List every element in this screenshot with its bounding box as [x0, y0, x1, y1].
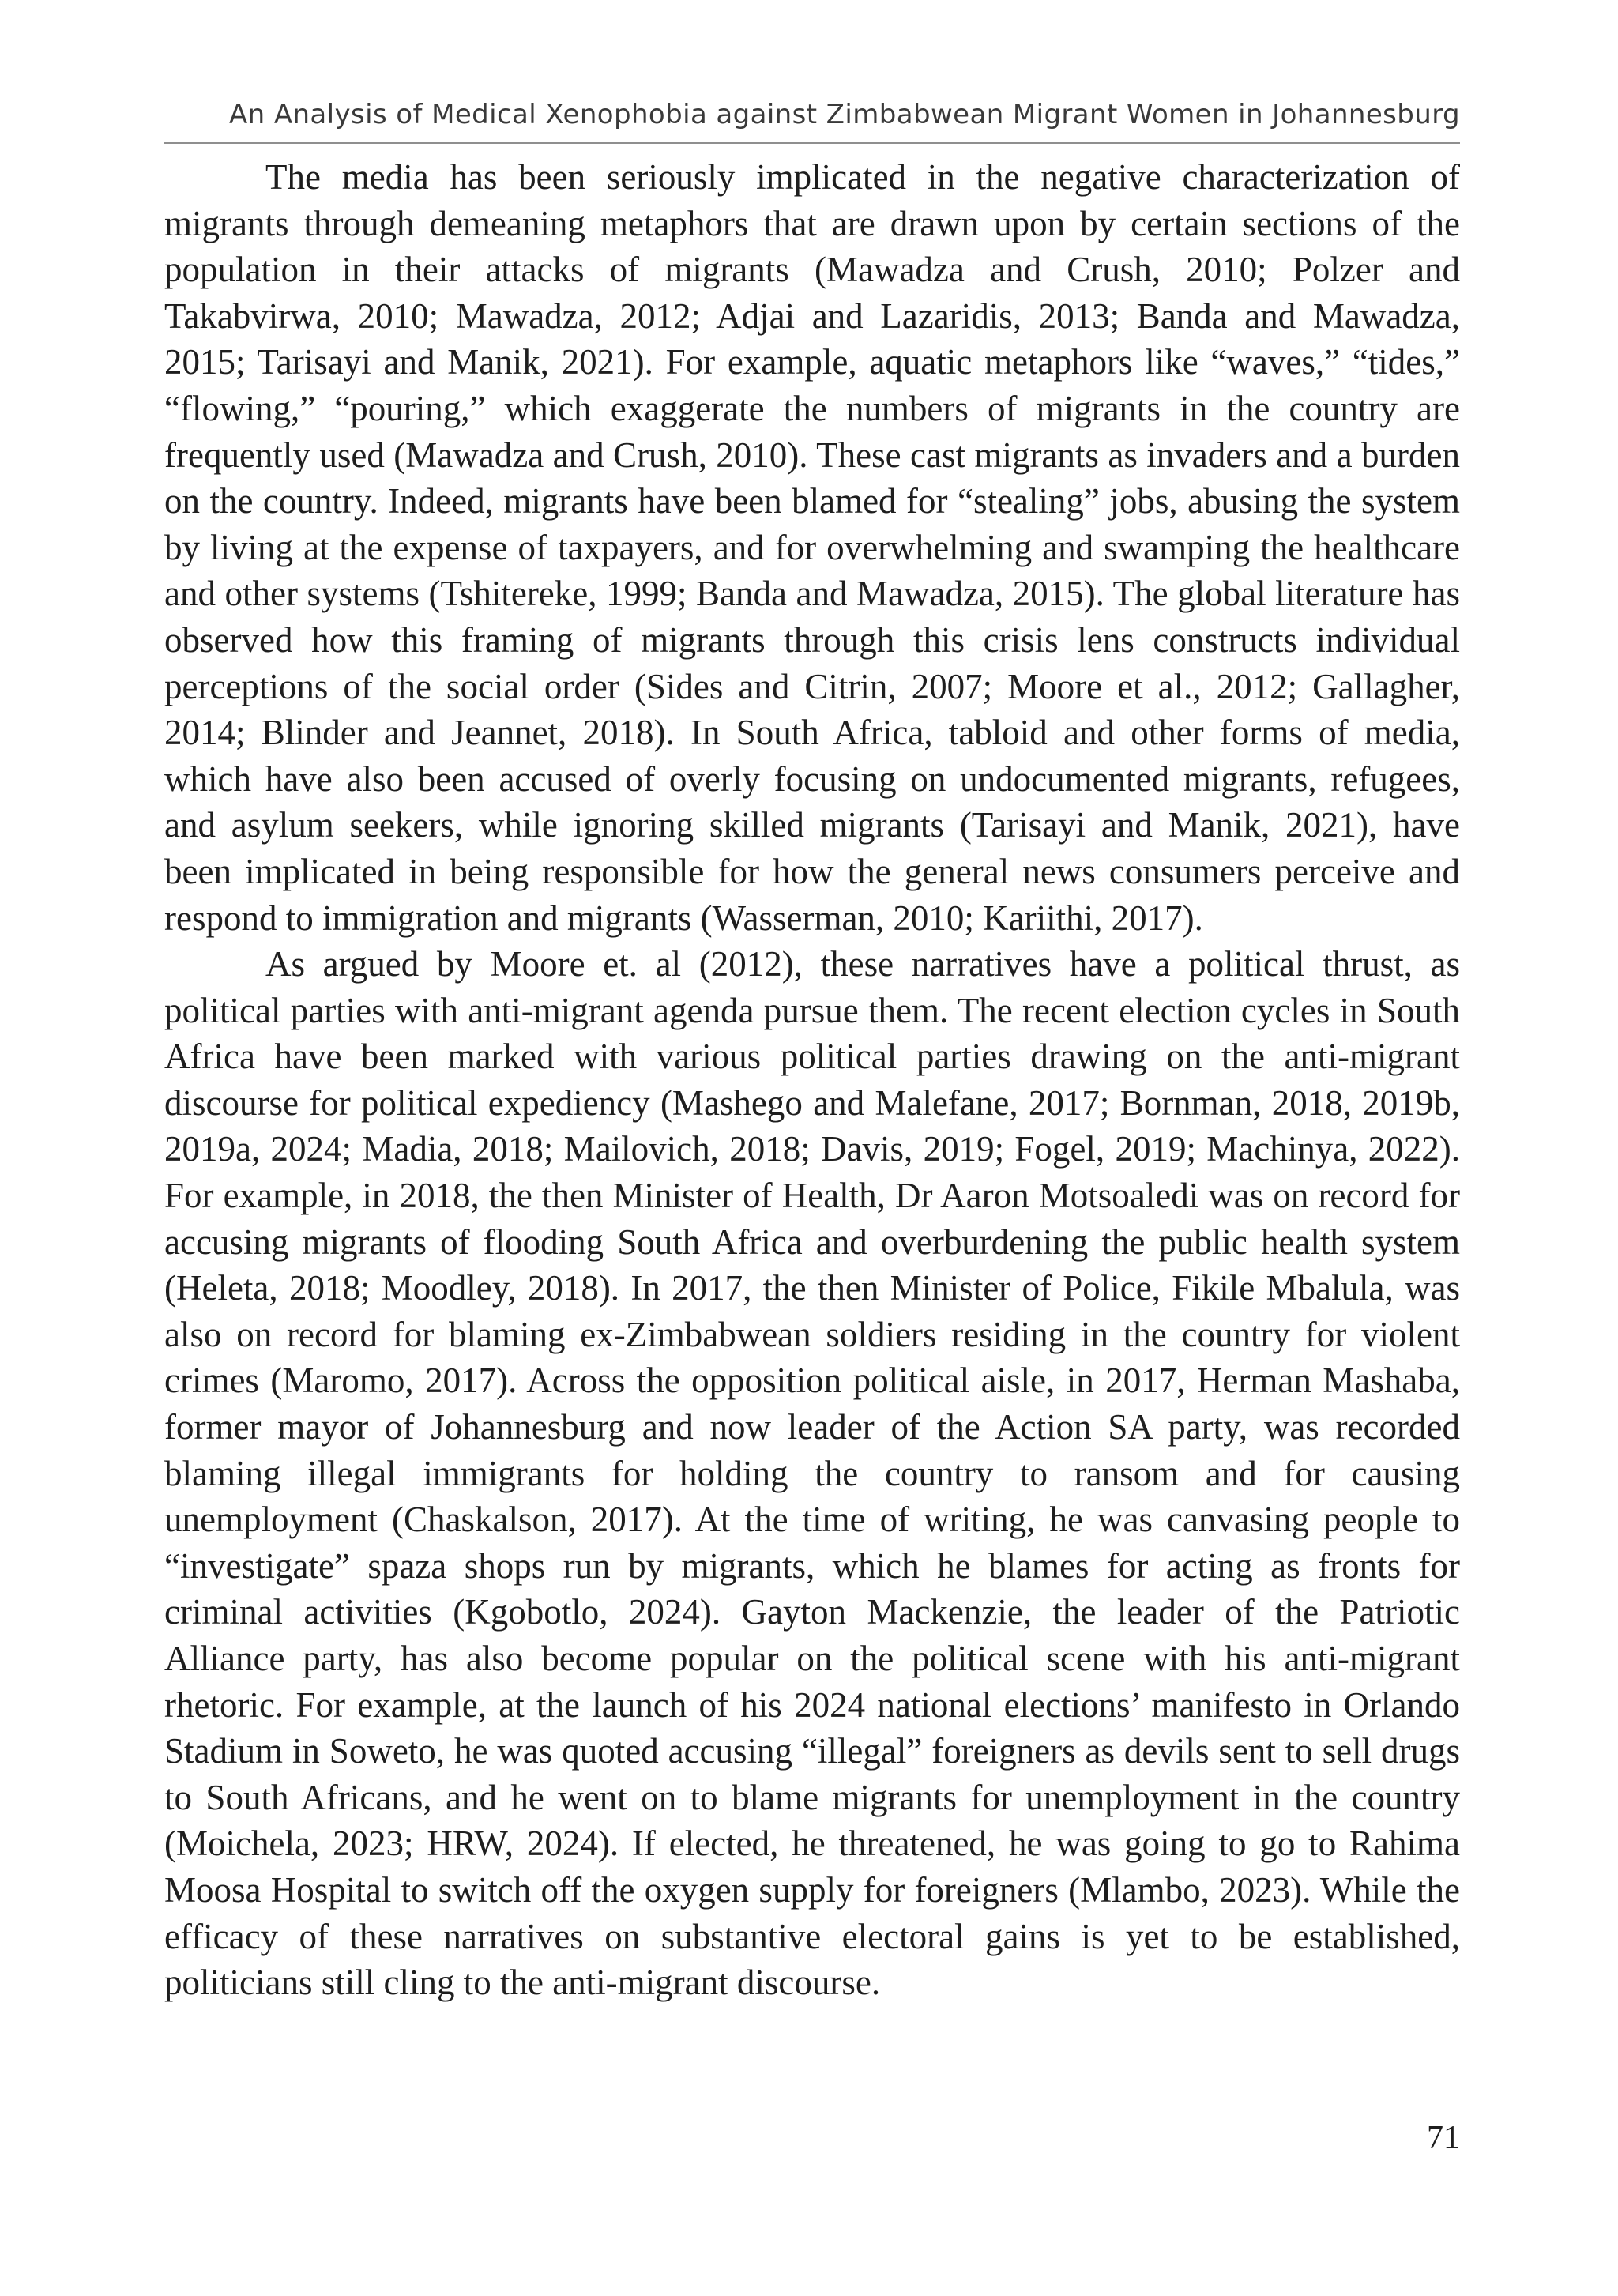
- running-head: An Analysis of Medical Xenophobia against Zimbabwean Migrant Women in Johannesburg: [229, 99, 1460, 130]
- page-number: 71: [1427, 2120, 1460, 2156]
- paragraph-2: As argued by Moore et. al (2012), these narratives have a political thrust, as political parties with anti-migrant agenda pursue them. The recent election cycles in South Africa have been marked with various political parties drawing on the anti-migrant discourse for political expediency (Mashego and Malefane, 2017; Bornman, 2018, 2019b, 2019a, 2024; Madia, 2018; Mailovich, 2018; Davis, 2019; Fogel, 2019; Machinya, 2022). For example, in 2018, the then Minister of Health, Dr Aaron Motsoaledi was on record for accusing migrants of flooding South Africa and overburdening the public health system (Heleta, 2018; Moodley, 2018). In 2017, the then Minister of Police, Fikile Mbalula, was also on record for blaming ex-Zimbabwean soldiers residing in the country for violent crimes (Maromo, 2017). Across the opposition political aisle, in 2017, Herman Mashaba, former mayor of Johannesburg and now leader of the Action SA party, was recorded blaming illegal immigrants for holding the country to ransom and for causing unemployment (Chaskalson, 2017). At the time of writing, he was canvasing people to “investigate” spaza shops run by migrants, which he blames for acting as fronts for criminal activities (Kgobotlo, 2024). Gayton Mackenzie, the leader of the Patriotic Alliance party, has also become popular on the political scene with his anti-migrant rhetoric. For example, at the launch of his 2024 national elections’ manifesto in Orlando Stadium in Soweto, he was quoted accusing “illegal” foreigners as devils sent to sell drugs to South Africans, and he went on to blame migrants for unemployment in the country (Moichela, 2023; HRW, 2024). If elected, he threatened, he was going to go to Rahima Moosa Hospital to switch off the oxygen supply for foreigners (Mlambo, 2023). While the efficacy of these narratives on substantive electoral gains is yet to be established, politicians still cling to the anti-migrant discourse.: [164, 944, 1460, 2003]
- header-divider: [164, 142, 1460, 144]
- paragraph-1: The media has been seriously implicated in the negative characterization of migrants through demeaning metaphors that are drawn upon by certain sections of the population in their attacks of migrants (Mawadza and Crush, 2010; Polzer and Takabvirwa, 2010; Mawadza, 2012; Adjai and Lazaridis, 2013; Banda and Mawadza, 2015; Tarisayi and Manik, 2021). For example, aquatic metaphors like “waves,” “tides,” “flowing,” “pouring,” which exaggerate the numbers of migrants in the country are frequently used (Mawadza and Crush, 2010). These cast migrants as invaders and a burden on the country. Indeed, migrants have been blamed for “stealing” jobs, abusing the system by living at the expense of taxpayers, and for overwhelming and swamping the healthcare and other systems (Tshitereke, 1999; Banda and Mawadza, 2015). The global literature has observed how this framing of migrants through this crisis lens constructs individual perceptions of the social order (Sides and Citrin, 2007; Moore et al., 2012; Gallagher, 2014; Blinder and Jeannet, 2018). In South Africa, tabloid and other forms of media, which have also been accused of overly focusing on undocumented migrants, refugees, and asylum seekers, while ignoring skilled migrants (Tarisayi and Manik, 2021), have been implicated in being responsible for how the general news consumers perceive and respond to immigration and migrants (Wasserman, 2010; Kariithi, 2017).: [164, 157, 1460, 938]
- body-text: [164, 154, 1460, 2006]
